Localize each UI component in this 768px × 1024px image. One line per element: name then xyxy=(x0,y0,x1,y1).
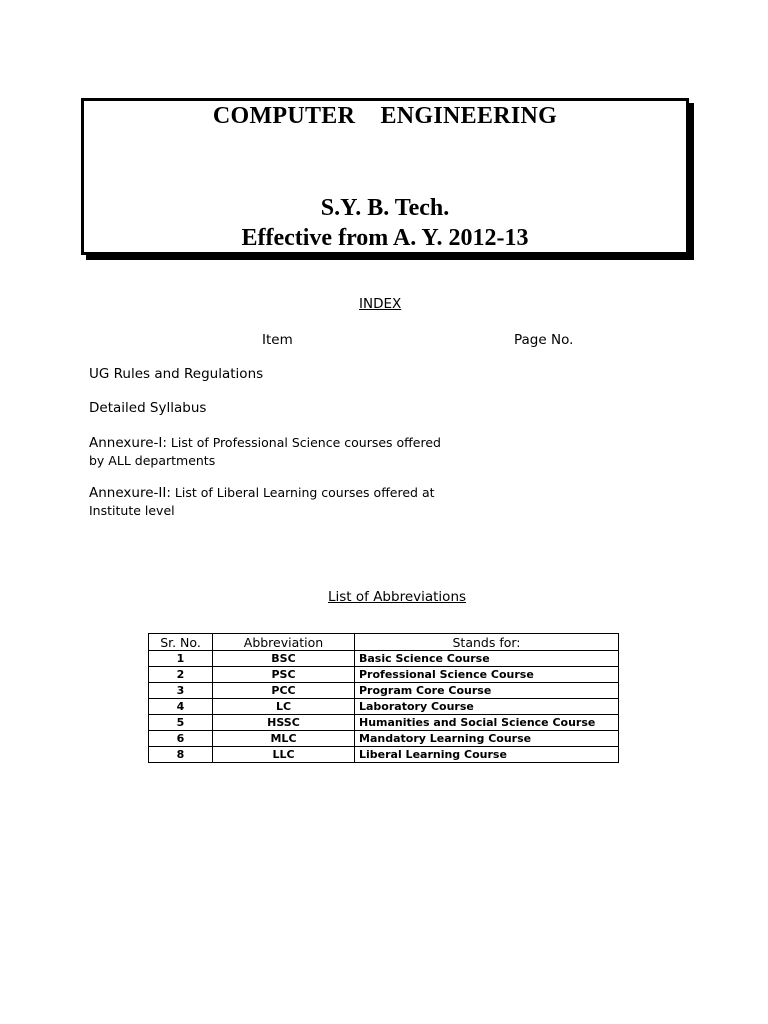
stands-for-cell: Mandatory Learning Course xyxy=(355,731,619,747)
abbreviation-cell: HSSC xyxy=(213,715,355,731)
table-row xyxy=(149,683,619,699)
index-heading: INDEX xyxy=(359,296,402,312)
table-row xyxy=(149,667,619,683)
stands-for-cell: Laboratory Course xyxy=(355,699,619,715)
index-entry-annexure-1 xyxy=(89,434,441,469)
stands-for-cell: Program Core Course xyxy=(355,683,619,699)
header-sr-no: Sr. No. xyxy=(149,634,213,651)
table-header-row xyxy=(149,634,619,651)
sr-no-cell: 3 xyxy=(149,683,213,699)
index-entry-annexure-2 xyxy=(89,484,435,519)
department-title: COMPUTER ENGINEERING xyxy=(212,103,558,129)
abbreviation-cell: MLC xyxy=(213,731,355,747)
index-entry-ug-rules: UG Rules and Regulations xyxy=(89,366,264,382)
annexure-2-text-line2: Institute level xyxy=(89,503,175,518)
table-row xyxy=(149,715,619,731)
stands-for-cell: Humanities and Social Science Course xyxy=(355,715,619,731)
abbreviation-cell: LC xyxy=(213,699,355,715)
sr-no-cell: 1 xyxy=(149,651,213,667)
annexure-2-text-line1: List of Liberal Learning courses offered at xyxy=(170,485,435,500)
index-entry-syllabus: Detailed Syllabus xyxy=(89,400,207,416)
abbreviations-heading: List of Abbreviations xyxy=(328,589,467,605)
abbreviations-table xyxy=(148,633,619,763)
table-row xyxy=(149,699,619,715)
table-row xyxy=(149,651,619,667)
stands-for-cell: Professional Science Course xyxy=(355,667,619,683)
stands-for-cell: Liberal Learning Course xyxy=(355,747,619,763)
sr-no-cell: 5 xyxy=(149,715,213,731)
abbreviation-cell: LLC xyxy=(213,747,355,763)
annexure-1-prefix: Annexure-I: xyxy=(89,435,167,451)
abbreviation-cell: BSC xyxy=(213,651,355,667)
table-row xyxy=(149,731,619,747)
sr-no-cell: 8 xyxy=(149,747,213,763)
index-column-item: Item xyxy=(262,332,293,348)
effective-year: Effective from A. Y. 2012-13 xyxy=(241,225,529,251)
header-abbreviation: Abbreviation xyxy=(213,634,355,651)
annexure-2-prefix: Annexure-II: xyxy=(89,485,171,501)
sr-no-cell: 4 xyxy=(149,699,213,715)
abbreviation-cell: PCC xyxy=(213,683,355,699)
index-column-page: Page No. xyxy=(514,332,574,348)
title-box xyxy=(81,98,689,255)
annexure-1-text-line1: List of Professional Science courses offered xyxy=(166,435,441,450)
sr-no-cell: 2 xyxy=(149,667,213,683)
sr-no-cell: 6 xyxy=(149,731,213,747)
table-row xyxy=(149,747,619,763)
stands-for-cell: Basic Science Course xyxy=(355,651,619,667)
annexure-1-text-line2: by ALL departments xyxy=(89,453,216,468)
program-title: S.Y. B. Tech. xyxy=(320,195,450,221)
header-stands-for: Stands for: xyxy=(355,634,619,651)
abbreviation-cell: PSC xyxy=(213,667,355,683)
